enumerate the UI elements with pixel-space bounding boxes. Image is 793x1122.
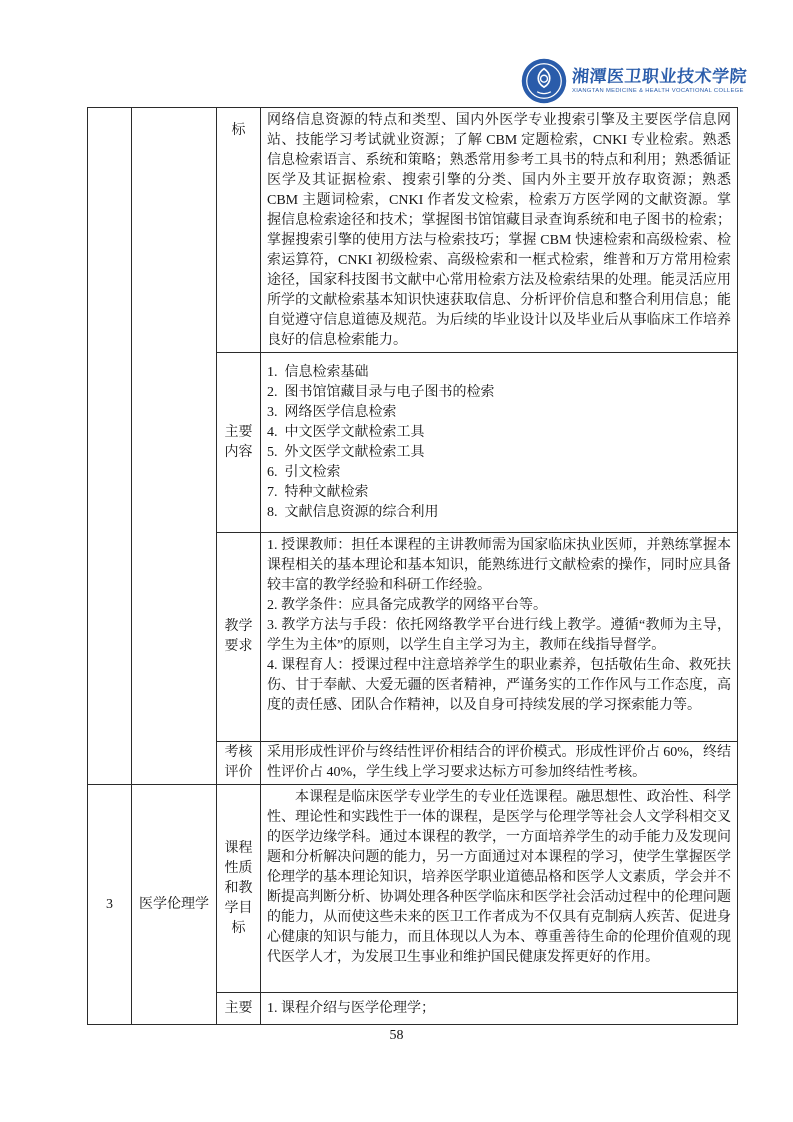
content-list-item: 7. 特种文献检索 bbox=[267, 484, 369, 500]
goal-label: 标 bbox=[217, 108, 261, 353]
course-name: 医学伦理学 bbox=[132, 785, 217, 1025]
content-list-item: 6. 引文检索 bbox=[267, 464, 341, 480]
college-name-cn: 湘潭医卫职业技术学院 bbox=[571, 67, 748, 86]
teaching-requirements-cell bbox=[261, 533, 738, 742]
assessment-label: 考核评价 bbox=[217, 742, 261, 785]
course-name-cell-empty bbox=[132, 108, 217, 785]
content-list-item: 5. 外文医学文献检索工具 bbox=[267, 444, 425, 460]
college-logo bbox=[572, 67, 747, 95]
course-syllabus-table bbox=[87, 107, 738, 1025]
requirement-paragraph: 1. 授课教师：担任本课程的主讲教师需为国家临床执业医师，并熟练掌握本课程相关的基本理论和基本知识，能熟练进行文献检索的操作，同时应具备较丰富的教学经验和科研工作经验。 bbox=[267, 538, 731, 593]
page-header bbox=[521, 58, 747, 104]
content-list-item: 4. 中文医学文献检索工具 bbox=[267, 424, 425, 440]
row-number-cell-empty bbox=[88, 108, 132, 785]
content-list-item: 8. 文献信息资源的综合利用 bbox=[267, 504, 439, 520]
requirement-paragraph: 3. 教学方法与手段：依托网络教学平台进行线上教学。遵循“教师为主导，学生为主体”的原则，以学生自主学习为主，教师在线指导督学。 bbox=[267, 618, 731, 653]
content-list-item: 1. 信息检索基础 bbox=[267, 364, 369, 380]
requirements-paragraphs bbox=[267, 536, 731, 716]
content-list-item: 3. 网络医学信息检索 bbox=[267, 404, 397, 420]
table-row bbox=[88, 108, 738, 353]
assessment-text: 采用形成性评价与终结性评价相结合的评价模式。形成性评价占 60%，终结性评价占 40%，学生线上学习要求达标方可参加终结性考核。 bbox=[261, 742, 738, 785]
row-number: 3 bbox=[88, 785, 132, 1025]
ethics-content-first-item: 1. 课程介绍与医学伦理学； bbox=[261, 993, 738, 1025]
requirement-paragraph: 2. 教学条件：应具备完成教学的网络平台等。 bbox=[267, 598, 547, 613]
content-list bbox=[267, 363, 731, 523]
college-logo-icon bbox=[521, 58, 567, 104]
page-number: 58 bbox=[389, 1028, 404, 1043]
course-nature-label: 课程性质和教学目标 bbox=[217, 785, 261, 993]
main-content-cell bbox=[261, 353, 738, 533]
teaching-requirements-label: 教学要求 bbox=[217, 533, 261, 742]
page-footer bbox=[0, 1028, 793, 1044]
table-row bbox=[88, 785, 738, 993]
requirement-paragraph: 4. 课程育人：授课过程中注意培养学生的职业素养，包括敬佑生命、救死扶伤、甘于奉献、大爱无疆的医者精神，严谨务实的工作作风与工作态度，高度的责任感、团队合作精神，以及自身可持续发展的学习探索能力等。 bbox=[267, 658, 731, 713]
course-nature-text: 本课程是临床医学专业学生的专业任选课程。融思想性、政治性、科学性、理论性和实践性于一体的课程，是医学与伦理学等社会人文学科相交叉的医学边缘学科。通过本课程的教学，一方面培养学生的动手能力及发现问题和分析解决问题的能力，另一方面通过对本课程的学习，使学生掌握医学伦理学的基本理论知识，培养医学职业道德品格和医学人文素质，学会并不断提高判断分析、协调处理各种医学临床和医学社会活动过程中的伦理问题的能力，从而使这些未来的医卫工作者成为不仅具有克制病人疾苦、促进身心健康的知识与能力，而且体现以人为本、尊重善待生命的伦理价值观的现代医学人才，为发展卫生事业和维护国民健康发挥更好的作用。 bbox=[261, 785, 738, 993]
ethics-main-content-label: 主要 bbox=[217, 993, 261, 1025]
college-name-en: XIANGTAN MEDICINE & HEALTH VOCATIONAL COLLEGE bbox=[572, 88, 744, 94]
content-list-item: 2. 图书馆馆藏目录与电子图书的检索 bbox=[267, 384, 495, 400]
goal-text: 网络信息资源的特点和类型、国内外医学专业搜索引擎及主要医学信息网站、技能学习考试就业资源；了解 CBM 定题检索，CNKI 专业检索。熟悉信息检索语言、系统和策略；熟悉常用参考工具书的特点和利用；熟悉循证医学及其证据检索、搜索引擎的分类、国内外主要开放存取资源；熟悉 CBM 主题词检索，CNKI 作者发文检索，检索万方医学网的文献资源。掌握信息检索途径和技术；掌握图书馆馆藏目录查询系统和电子图书的检索；掌握搜索引擎的使用方法与检索技巧；掌握 CBM 快速检索和高级检索、检索运算符，CNKI 初级检索、高级检索和一框式检索，维普和万方常用检索途径，国家科技图书文献中心常用检索方法及检索结果的处理。能灵活应用所学的文献检索基本知识快速获取信息、分析评价信息和整合利用信息；能自觉遵守信息道德及规范。为后续的毕业设计以及毕业后从事临床工作培养良好的信息检索能力。 bbox=[261, 108, 738, 353]
main-content-label: 主要内容 bbox=[217, 353, 261, 533]
